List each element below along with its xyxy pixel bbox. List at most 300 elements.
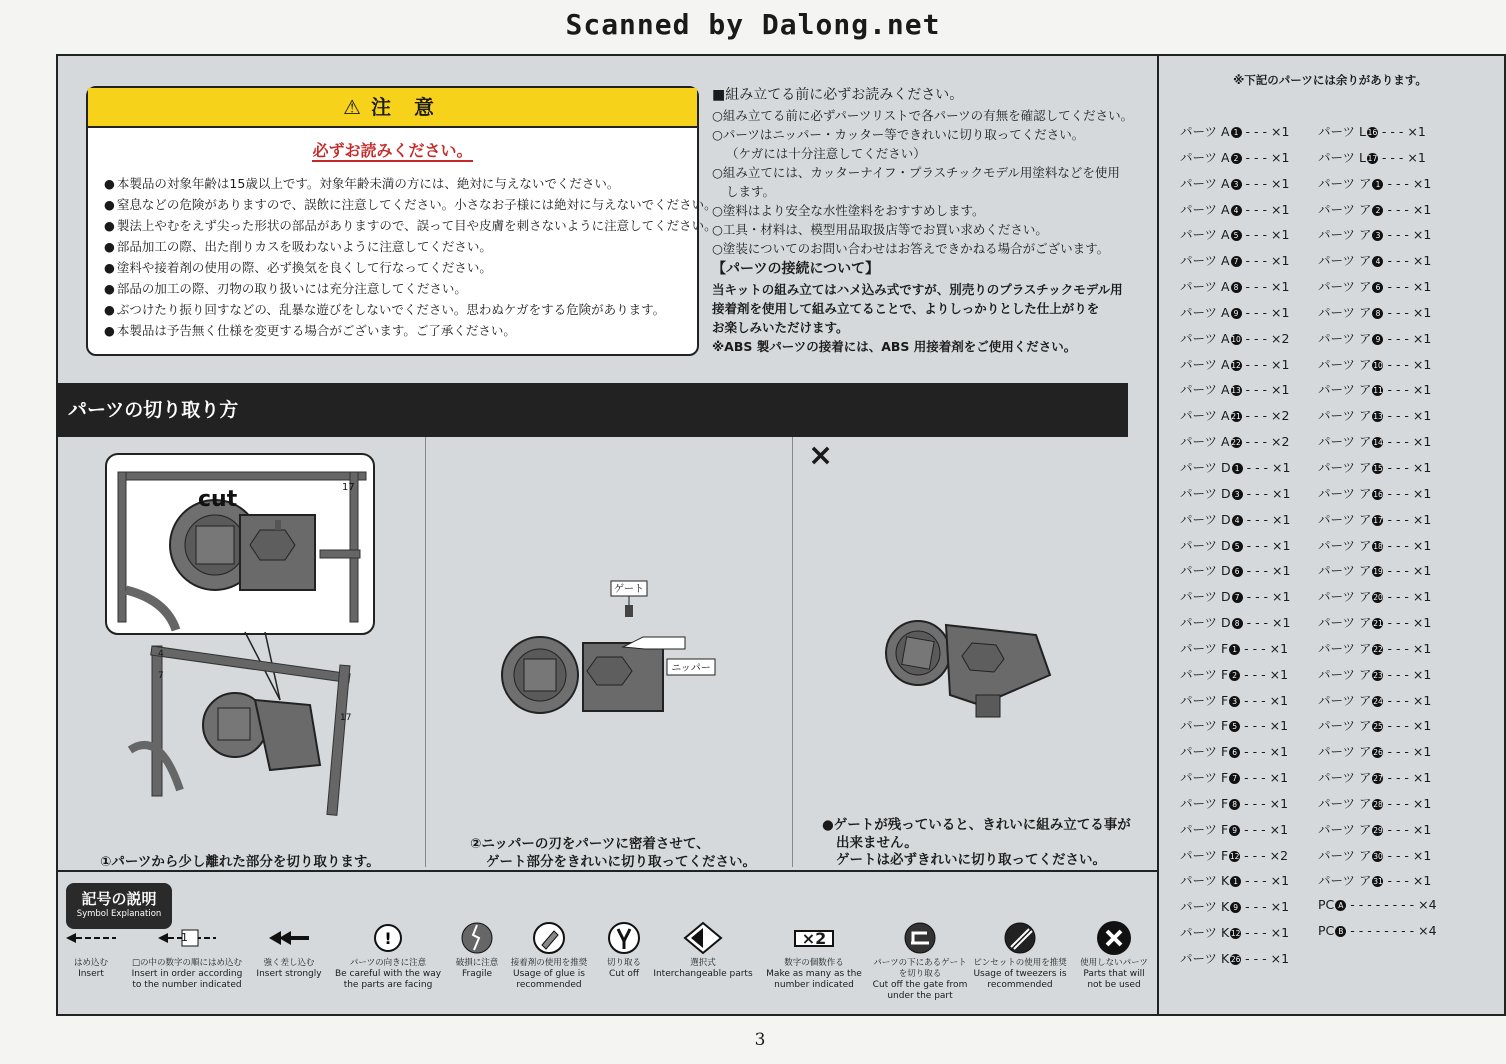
part-number-badge: B [1335,926,1346,937]
part-quantity: ×1 [1270,227,1290,243]
part-number-badge: 1 [1231,127,1242,138]
parts-list-row [1180,923,1300,949]
step3-caption-line1: ●ゲートが残っていると、きれいに組み立てる事が [822,817,1131,833]
fragile-icon [450,920,504,956]
orientation-icon [332,920,444,956]
part-number-badge: 4 [1372,256,1383,267]
part-number-badge: 6 [1229,747,1240,758]
parts-list-row [1318,510,1440,536]
parts-list-row [1180,484,1300,510]
parts-list-row [1318,820,1440,846]
caution-item: ● 本製品は予告無く仕様を変更する場合がございます。ご了承ください。 [104,321,694,342]
leader-dots: - - - [1383,537,1413,553]
step3-illustration [880,615,1060,725]
part-number-badge: 10 [1373,360,1383,370]
part-number-badge: 18 [1373,541,1383,551]
part-quantity: ×1 [1270,304,1290,320]
leader-dots: - - - [1383,279,1413,295]
connection-line: 当キットの組み立てはハメ込み式ですが、別売りのプラスチックモデル用 [712,282,1123,297]
parts-list-row [1318,277,1440,303]
parts-list-row [1318,406,1440,432]
part-name: パーツ ア [1318,873,1372,889]
part-name: パーツ ア [1318,408,1372,424]
part-number-badge: 3 [1372,230,1383,241]
step2-caption-line2: ゲート部分をきれいに切り取ってください。 [486,854,756,870]
parts-list-title: ※下記のパーツには余りがあります。 [1233,73,1427,87]
part-name: パーツ K [1180,925,1230,941]
part-number-badge: 8 [1229,799,1240,810]
part-quantity: ×1 [1270,925,1290,941]
unused-parts-icon [1076,920,1152,956]
runner-number: 17 [340,713,352,723]
part-quantity: ×1 [1270,356,1290,372]
leader-dots: - - - [1240,770,1270,786]
part-quantity: ×1 [1270,253,1290,269]
leader-dots: - - - [1240,744,1270,760]
part-name: パーツ ア [1318,434,1372,450]
part-name: パーツ ア [1318,279,1372,295]
assembly-notes [712,84,1152,356]
part-number-badge: 19 [1373,567,1383,577]
caution-item: ● 塗料や接着剤の使用の際、必ず換気を良くして行なってください。 [104,258,694,279]
part-quantity: ×1 [1412,795,1432,811]
part-quantity: ×1 [1412,511,1432,527]
part-quantity: ×1 [1272,563,1291,579]
symbol-insert-numbered: 1 □の中の数字の順にはめ込む Insert in order according to the number indicated [127,920,247,991]
parts-list-row [1318,742,1440,768]
parts-list-row [1318,923,1440,949]
parts-list-row [1318,251,1440,277]
part-number-badge: 26 [1230,955,1241,964]
part-quantity: ×1 [1270,951,1290,966]
part-name: パーツ F [1180,744,1229,760]
caution-box [86,86,717,356]
part-quantity: ×1 [1412,485,1432,501]
part-quantity: ×2 [1270,330,1290,346]
part-name: パーツ F [1180,718,1229,734]
leader-dots: - - - [1240,692,1270,708]
runner-number: 17 [342,482,355,493]
part-number-badge: 15 [1373,463,1383,473]
part-quantity: ×4 [1418,923,1437,939]
leader-dots: - - - [1383,485,1413,501]
parts-list-row [1180,536,1300,562]
leader-dots: - - - [1377,124,1408,139]
part-number-badge: 24 [1373,696,1383,706]
leader-dots: - - - [1241,330,1271,346]
part-quantity: ×1 [1412,821,1432,837]
leader-dots: - - - [1383,434,1413,450]
parts-list-row [1180,949,1300,975]
step1-illustration [100,450,410,810]
leader-dots: - - - [1383,770,1413,786]
part-number-badge: 9 [1231,308,1242,319]
part-name: パーツ F [1180,847,1229,863]
parts-list-row [1180,691,1300,717]
part-number-badge: 2 [1229,670,1240,681]
part-quantity: ×1 [1412,718,1432,734]
part-number-badge: 27 [1373,774,1383,784]
part-name: パーツ F [1180,770,1229,786]
leader-dots: - - - [1240,718,1270,734]
leader-dots: - - - [1240,847,1270,863]
part-name: PC [1318,897,1335,913]
note-item: （ケガには十分注意してください） [726,146,926,161]
parts-list-right [1318,122,1440,949]
leader-dots: - - - [1383,563,1413,579]
leader-dots: - - - [1383,692,1413,708]
parts-list-row [1180,251,1300,277]
part-quantity: ×1 [1269,744,1289,760]
part-number-badge: 3 [1232,489,1243,500]
part-number-badge: 23 [1373,670,1383,680]
caution-item: ● 窒息などの危険がありますので、誤飲に注意してください。小さなお子様には絶対に与えないでください。 [104,195,694,216]
leader-dots: - - - [1242,615,1273,631]
cut-off-icon [598,920,650,956]
scan-banner: Scanned by Dalong.net [565,8,941,41]
leader-dots: - - - [1383,304,1413,320]
part-number-badge: 10 [1231,334,1241,344]
note-item: します。 [726,184,776,199]
section-title: パーツの切り取り方 [68,399,239,421]
part-number-badge: 6 [1372,282,1383,293]
leader-dots: - - - [1242,589,1273,605]
tweezers-icon [972,920,1068,956]
part-number-badge: 2 [1372,205,1383,216]
caution-item: ● 本製品の対象年齢は15歳以上です。対象年齢未満の方には、絶対に与えないでください。 [104,174,694,195]
part-quantity: ×1 [1412,537,1432,553]
part-name: パーツ K [1180,951,1230,966]
parts-list-row [1318,329,1440,355]
part-quantity: ×1 [1412,279,1432,295]
part-number-badge: 5 [1231,230,1242,241]
symbol-divider [58,870,1157,872]
part-number-badge: 12 [1229,851,1240,861]
leader-dots: - - - [1240,640,1270,656]
part-quantity: ×1 [1270,149,1290,165]
note-item: ○組み立てる前に必ずパーツリストで各パーツの有無を確認してください。 [712,108,1134,123]
parts-list-row [1318,897,1440,923]
leader-dots: - - - - - - - - [1346,897,1419,913]
leader-dots: - - - [1241,951,1271,966]
leader-dots: - - - [1383,666,1413,682]
parts-list-row [1180,355,1300,381]
nipper-label: ニッパー [671,663,711,674]
part-name: パーツ A [1180,330,1230,346]
part-name: パーツ L [1318,124,1366,139]
parts-list-divider [1157,54,1159,1014]
part-quantity: ×1 [1270,201,1290,217]
parts-list-row [1318,794,1440,820]
parts-list-row [1318,200,1440,226]
insert-numbered-icon: 1 [127,920,247,956]
part-name: パーツ D [1180,485,1231,501]
leader-dots: - - - [1241,382,1271,398]
leader-dots: - - - [1241,279,1271,295]
symbol-insert-strongly: 強く差し込む Insert strongly [253,920,325,980]
part-name: パーツ ア [1318,795,1372,811]
part-number-badge: 6 [1232,566,1243,577]
part-quantity: ×1 [1412,744,1432,760]
leader-dots: - - - [1383,873,1413,889]
part-number-badge: 21 [1231,412,1241,422]
gate-marker [625,605,633,617]
part-name: パーツ A [1180,124,1230,139]
symbol-cut-off: 切り取る Cut off [598,920,650,980]
parts-list-row [1180,458,1300,484]
leader-dots: - - - [1241,201,1271,217]
leader-dots: - - - [1242,511,1273,527]
note-item: ○塗料はより安全な水性塗料をおすすめします。 [712,203,985,218]
part-name: パーツ ア [1318,589,1372,605]
runner-number: 7 [158,671,164,681]
parts-list-row [1180,716,1300,742]
part-quantity: ×1 [1272,459,1291,475]
step3-caption-line3: ゲートは必ずきれいに切り取ってください。 [836,852,1106,868]
step3-caption-line2: 出来ません。 [836,835,918,851]
part-number-badge: 9 [1372,334,1383,345]
nipper-icon [623,637,685,649]
parts-list-left [1180,122,1300,975]
part-number-badge: 21 [1373,619,1383,629]
parts-list-row [1180,148,1300,174]
part-number-badge: 2 [1231,153,1242,164]
leader-dots: - - - [1383,330,1413,346]
wrong-mark-icon: × [808,438,834,473]
parts-list-row [1318,303,1440,329]
part-quantity: ×1 [1269,692,1289,708]
caution-list [104,174,717,342]
part-quantity: ×1 [1412,770,1432,786]
caution-item: ● 部品の加工の際、刃物の取り扱いには充分注意してください。 [104,279,694,300]
symbol-title-ja: 記号の説明 [81,890,157,908]
part-number-badge: 1 [1232,463,1243,474]
part-name: パーツ A [1180,201,1230,217]
part-name: パーツ D [1180,615,1231,631]
gate-below-icon [872,920,968,956]
parts-list-row [1180,639,1300,665]
leader-dots: - - - [1383,589,1413,605]
part-name: パーツ ア [1318,201,1372,217]
parts-list-row [1318,561,1440,587]
leader-dots: - - - [1242,537,1273,553]
leader-dots: - - - [1241,925,1271,941]
parts-list-row [1180,561,1300,587]
part-name: パーツ A [1180,382,1230,398]
part-name: パーツ ア [1318,537,1372,553]
part-quantity: ×1 [1412,408,1432,424]
part-number-badge: 7 [1232,592,1243,603]
part-number-badge: 25 [1373,722,1383,732]
part-name: パーツ ア [1318,511,1372,527]
symbol-unused-parts: 使用しないパーツ Parts that will not be used [1076,920,1152,991]
part-quantity: ×1 [1272,589,1291,605]
part-name: パーツ A [1180,356,1230,372]
part-quantity: ×1 [1412,459,1432,475]
warning-triangle-icon: ⚠ [343,95,361,119]
parts-list-row [1318,613,1440,639]
part-quantity: ×1 [1269,666,1289,682]
parts-list-row [1318,174,1440,200]
caution-header [88,88,697,128]
leader-dots: - - - [1383,408,1413,424]
leader-dots: - - - [1383,744,1413,760]
note-item: ○組み立てには、カッターナイフ・プラスチックモデル用塗料などを使用 [712,165,1120,180]
parts-list-row [1180,380,1300,406]
part-number-badge: 5 [1229,721,1240,732]
part-name: パーツ D [1180,537,1231,553]
part-name: パーツ ア [1318,744,1372,760]
parts-list-row [1318,380,1440,406]
symbol-insert: はめ込む Insert [60,920,122,980]
step1-caption: ①パーツから少し離れた部分を切り取ります。 [100,854,380,870]
leader-dots: - - - [1383,795,1413,811]
part-name: パーツ ア [1318,666,1372,682]
part-name: パーツ D [1180,563,1231,579]
leader-dots: - - - [1241,304,1271,320]
leader-dots: - - - [1241,149,1271,165]
multiply-icon: ×2 [762,920,866,956]
leader-dots: - - - [1383,201,1413,217]
parts-list-row [1318,768,1440,794]
part-name: パーツ D [1180,459,1231,475]
part-quantity: ×2 [1269,847,1289,863]
part-quantity: ×4 [1418,897,1437,913]
part-name: パーツ F [1180,666,1229,682]
parts-list-row [1180,587,1300,613]
leader-dots: - - - [1383,821,1413,837]
symbol-fragile: 破損に注意 Fragile [450,920,504,980]
part-number-badge: 8 [1232,618,1243,629]
leader-dots: - - - [1383,615,1413,631]
parts-list-row [1180,820,1300,846]
parts-list-row [1318,871,1440,897]
part-number-badge: 29 [1373,825,1383,835]
part-quantity: ×1 [1412,692,1432,708]
leader-dots: - - - [1241,356,1271,372]
part-name: パーツ D [1180,511,1231,527]
leader-dots: - - - [1383,640,1413,656]
part-name: パーツ ア [1318,330,1372,346]
parts-list-row [1318,122,1440,148]
parts-list-row [1318,536,1440,562]
part-name: パーツ F [1180,821,1229,837]
section-bar-end [1128,383,1157,437]
part-quantity: ×1 [1412,640,1432,656]
part-name: パーツ ア [1318,356,1372,372]
parts-list-row [1180,174,1300,200]
part-number-badge: 22 [1231,438,1241,448]
note-item: ○塗装についてのお問い合わせはお答えできかねる場合がございます。 [712,241,1110,256]
parts-list-row [1318,484,1440,510]
leader-dots: - - - [1241,434,1271,450]
leader-dots: - - - [1241,227,1271,243]
connection-line: ※ABS 製パーツの接着には、ABS 用接着剤をご使用ください。 [712,339,1077,354]
part-name: パーツ A [1180,149,1230,165]
part-quantity: ×2 [1270,434,1290,450]
parts-list-row [1180,846,1300,872]
part-number-badge: 26 [1373,748,1383,758]
part-quantity: ×1 [1412,666,1432,682]
part-name: パーツ A [1180,279,1230,295]
part-name: パーツ ア [1318,175,1372,191]
part-quantity: ×1 [1407,149,1426,165]
symbol-glue: 接着剤の使用を推奨 Usage of glue is recommended [510,920,588,991]
part-name: パーツ ア [1318,718,1372,734]
cut-label: cut [198,487,238,512]
caution-title: 注 意 [370,95,442,119]
connection-line: お楽しみいただけます。 [712,320,849,335]
part-name: パーツ ア [1318,382,1372,398]
leader-dots: - - - [1383,511,1413,527]
leader-dots: - - - [1241,175,1271,191]
part-quantity: ×1 [1270,175,1290,191]
part-name: パーツ L [1318,149,1366,165]
runner-number: 4 [158,649,164,659]
step-divider [792,437,793,867]
caution-subtitle: 必ずお読みください。 [312,141,473,160]
parts-list-row [1180,406,1300,432]
gate-label: ゲート [614,584,644,595]
leader-dots: - - - [1240,795,1270,811]
part-name: パーツ ア [1318,253,1372,269]
parts-list-row [1180,510,1300,536]
symbol-multiply: ×2 数字の個数作る Make as many as the number indicated [762,920,866,991]
part-quantity: ×1 [1269,821,1289,837]
parts-list-row [1180,768,1300,794]
part-name: パーツ F [1180,692,1229,708]
part-number-badge: 17 [1367,153,1378,163]
leader-dots: - - - [1241,253,1271,269]
part-number-badge: 16 [1367,128,1378,137]
part-name: パーツ A [1180,434,1230,450]
part-quantity: ×1 [1412,382,1432,398]
part-name: パーツ ア [1318,770,1372,786]
part-number-badge: 7 [1231,256,1242,267]
parts-list-row [1180,225,1300,251]
part-name: パーツ K [1180,899,1230,915]
notes-heading: ■組み立てる前に必ずお読みください。 [712,87,964,103]
part-number-badge: 31 [1373,877,1383,887]
part-quantity: ×1 [1412,201,1432,217]
caution-item: ● 部品加工の際、出た削りカスを吸わないように注意してください。 [104,237,694,258]
caution-item: ● 製法上やむをえず尖った形状の部品がありますので、誤って目や皮膚を刺さないように注意してください。 [104,216,694,237]
part-quantity: ×1 [1412,253,1432,269]
parts-list-row [1180,122,1300,148]
part-name: パーツ A [1180,175,1230,191]
part-number-badge: A [1335,900,1346,911]
parts-list-row [1180,742,1300,768]
part-quantity: ×1 [1412,356,1432,372]
leader-dots: - - - [1240,821,1270,837]
part-quantity: ×1 [1412,615,1432,631]
part-quantity: ×1 [1270,873,1290,889]
interchangeable-icon [652,920,754,956]
parts-list-row [1180,329,1300,355]
part-name: パーツ ア [1318,821,1372,837]
symbol-gate-below: パーツの下にあるゲートを切り取る Cut off the gate from under the part [872,920,968,1002]
leader-dots: - - - [1383,382,1413,398]
parts-list-row [1180,665,1300,691]
leader-dots: - - - [1377,149,1408,165]
part-number-badge: 1 [1372,179,1383,190]
step2-caption-line1: ②ニッパーの刃をパーツに密着させて、 [470,836,710,852]
part-number-badge: 5 [1232,541,1243,552]
parts-list-row [1318,716,1440,742]
part-quantity: ×1 [1412,304,1432,320]
svg-text:!: ! [384,929,392,948]
part-name: パーツ ア [1318,615,1372,631]
